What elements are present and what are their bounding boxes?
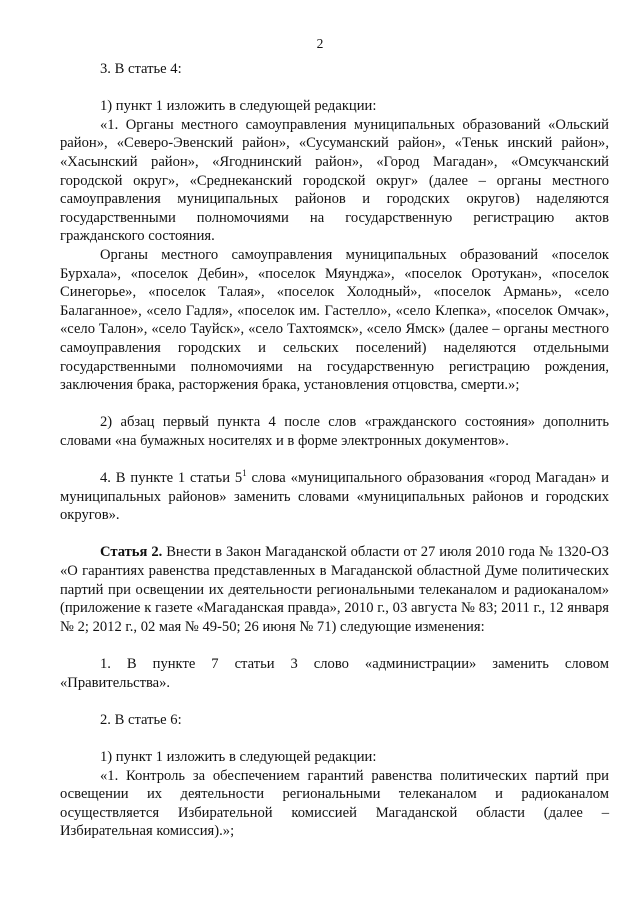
item-3-heading: 3. В статье 4: [100, 61, 182, 77]
superscript-1: 1 [242, 468, 247, 479]
subitem-2-amendment: 2) абзац первый пункта 4 после слов «гражданского состояния» дополнить словами «на бумажных носителях и в форме электронных документов». [60, 414, 609, 449]
page-number: 2 [316, 36, 324, 51]
paragraph-municipal-districts: «1. Органы местного самоуправления муниципальных образований «Ольский район», «Северо-Эвенский район», «Сусуманский район», «Теньк инский район», «Хасынский район», «Ягоднинский район», «Город Магадан», «Омсукчанский городской округ», «Среднеканский городской округ» (далее – органы местного самоуправления муниципальных районов и городских округов) наделяются государственными полномочиями на государственную регистрацию актов гражданского состояния. [60, 116, 609, 245]
item-4-text-b: слова «муниципального образования «город Магадан» и муниципальных районов» заменить словами «муниципальных районов и городских округов». [60, 470, 609, 524]
article-2-item-2-heading: 2. В статье 6: [100, 711, 182, 728]
article-2-subitem-1-intro: 1) пункт 1 изложить в следующей редакции: [100, 748, 377, 765]
item-4-text-a: 4. В пункте 1 статьи 5 [100, 470, 243, 487]
article-2-heading: Статья 2. [100, 544, 163, 561]
subitem-1-intro: 1) пункт 1 изложить в следующей редакции: [100, 98, 377, 115]
item-4-amendment [60, 469, 609, 525]
article-2-text: Внести в Закон Магаданской области от 27 июля 2010 года № 1320-ОЗ «О гарантиях равенства представленных в Магаданской областной Думе политических партий при освещении их деятельности региональными телеканалом и радиоканалом» (приложение к газете «Магаданская правда», 2010 г., 03 августа № 83; 2011 г., 12 января № 2; 2012 г., 02 мая № 49-50; 26 июня № 71) следующие изменения: [60, 544, 609, 635]
paragraph-settlements: Органы местного самоуправления муниципальных образований «поселок Бурхала», «поселок Дебин», «поселок Мяунджа», «поселок Оротукан», «поселок Синегорье», «поселок Талая», «поселок Холодный», «поселок Армань», «село Балаганное», «село Гадля», «поселок им. Гастелло», «село Клепка», «поселок Омчак», «село Талон», «село Тауйск», «село Тахтоямск», «село Ямск» (далее – органы местного самоуправления городских и сельских поселений) наделяются отдельными государственными полномочиями на государственную регистрацию рождения, заключения брака, расторжения брака, установления отцовства, смерти.»; [60, 246, 609, 394]
document-body [60, 60, 609, 841]
paragraph-election-commission: «1. Контроль за обеспечением гарантий равенства политических партий при освещении их деятельности региональными телеканалом и радиоканалом осуществляется Избирательной комиссией Магаданской области (далее – Избирательная комиссия).»; [60, 767, 609, 840]
article-2-item-1: 1. В пункте 7 статьи 3 слово «администрации» заменить словом «Правительства». [60, 656, 609, 691]
article-2-paragraph [60, 543, 609, 636]
